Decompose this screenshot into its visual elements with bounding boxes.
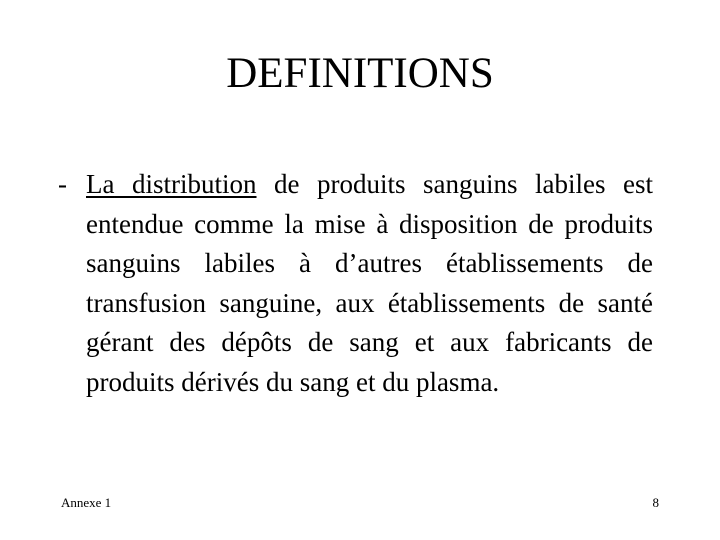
underlined-term-distribution: distribution <box>132 169 257 199</box>
slide-title: DEFINITIONS <box>226 50 494 97</box>
underlined-term-la: La <box>86 169 115 199</box>
footer-annex-label: Annexe 1 <box>61 495 112 510</box>
footer-page-number: 8 <box>652 495 659 510</box>
definition-body: de produits sanguins labiles est entendue comme la mise à disposition de produits sanguins labiles à d’autres établissements de transfusion sanguine, aux établissements de santé gérant des dépôts de sang et aux fabricants de produits dérivés du sang et du plasma. <box>86 169 653 397</box>
bullet-dash: - <box>58 169 67 199</box>
definition-bullet <box>58 165 653 403</box>
underlined-space <box>114 169 132 199</box>
definition-text <box>86 165 653 403</box>
